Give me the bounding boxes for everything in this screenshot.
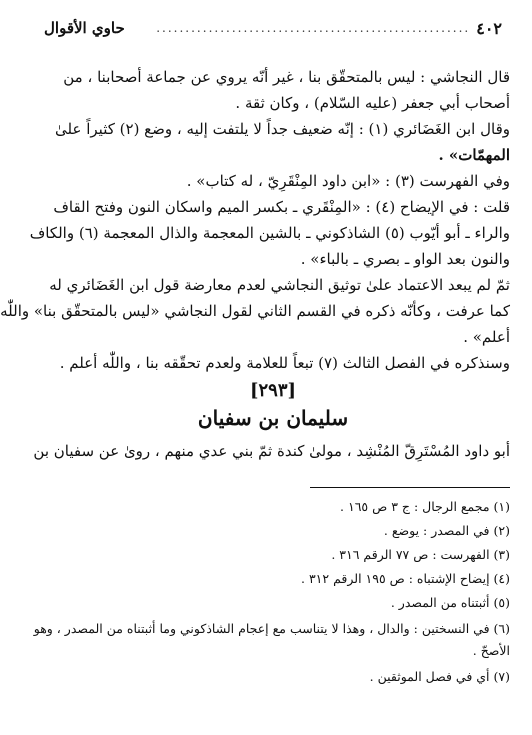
entry-line: أبو داود المُسْتَرِقّ المُنْشِد ، مولىٰ كندة ثمّ بني عدي منهم ، روىٰ عن سفيان بن [33, 442, 510, 460]
page-number: ٤٠٢ [476, 18, 502, 38]
body-line: المهمّات» . [438, 146, 510, 164]
footnote: (٣) الفهرست : ص ٧٧ الرقم ٣١٦ . [331, 547, 510, 562]
body-line: قلت : في الإيضاح (٤) : «المِنْقَري ـ بكسر الميم واسكان النون وفتح القاف [53, 198, 510, 216]
footnote: (٤) إيضاح الإشتباه : ص ١٩٥ الرقم ٣١٢ . [300, 571, 510, 586]
footnote: (٥) أثبتناه من المصدر . [390, 595, 510, 610]
body-line: والراء ـ أبو أيّوب (٥) الشاذكوني ـ بالشين المعجمة والذال المعجمة (٦) والكاف [29, 224, 510, 242]
footnote: الأصحّ . [472, 643, 510, 658]
footnote: (٢) في المصدر : يوضع . [383, 523, 510, 538]
body-line: وقال ابن الغَضَائري (١) : إنّه ضعيف جداً لا يلتفت إليه ، وضع (٢) كثيراً علىٰ [55, 120, 510, 138]
entry-name: سليمان بن سفيان [197, 406, 349, 430]
body-line: وفي الفهرست (٣) : «ابن داود المِنْقَرِيّ ، له كتاب» . [186, 172, 510, 190]
running-title: حاوي الأقوال [44, 19, 125, 37]
body-line: كما عرفت ، وكأنّه ذكره في القسم الثاني لقول النجاشي «ليس بالمتحقّق بنا» واللّٰه [0, 302, 510, 320]
footnote: (١) مجمع الرجال : ج ٣ ص ١٦٥ . [340, 499, 510, 514]
footnote-separator [310, 487, 510, 488]
page-header [44, 16, 502, 40]
footnote: (٦) في النسختين : والدال ، وهذا لا يتناسب مع إعجام الشاذكوني وما أثبتناه من المصدر ، وهو [33, 621, 510, 636]
header-dots: ...................................................... [156, 21, 471, 35]
entry-number: [٢٩٣] [249, 380, 297, 401]
body-line: أعلم» . [463, 328, 510, 346]
body-line: وسنذكره في الفصل الثالث (٧) تبعاً للعلامة ولعدم تحقّقه بنا ، واللّٰه أعلم . [59, 354, 510, 372]
body-line: أصحاب أبي جعفر (عليه السّلام) ، وكان ثقة . [235, 94, 510, 112]
body-line: قال النجاشي : ليس بالمتحقّق بنا ، غير أنّه يروي عن جماعة أصحابنا ، من [63, 68, 510, 86]
footnote: (٧) أي في فصل الموثقين . [369, 669, 510, 684]
body-line: والنون بعد الواو ـ بصري ـ بالباء» . [300, 250, 510, 268]
body-line: ثمّ لم يبعد الاعتماد علىٰ توثيق النجاشي لعدم معارضة قول ابن الغَضَائري له [49, 276, 510, 294]
